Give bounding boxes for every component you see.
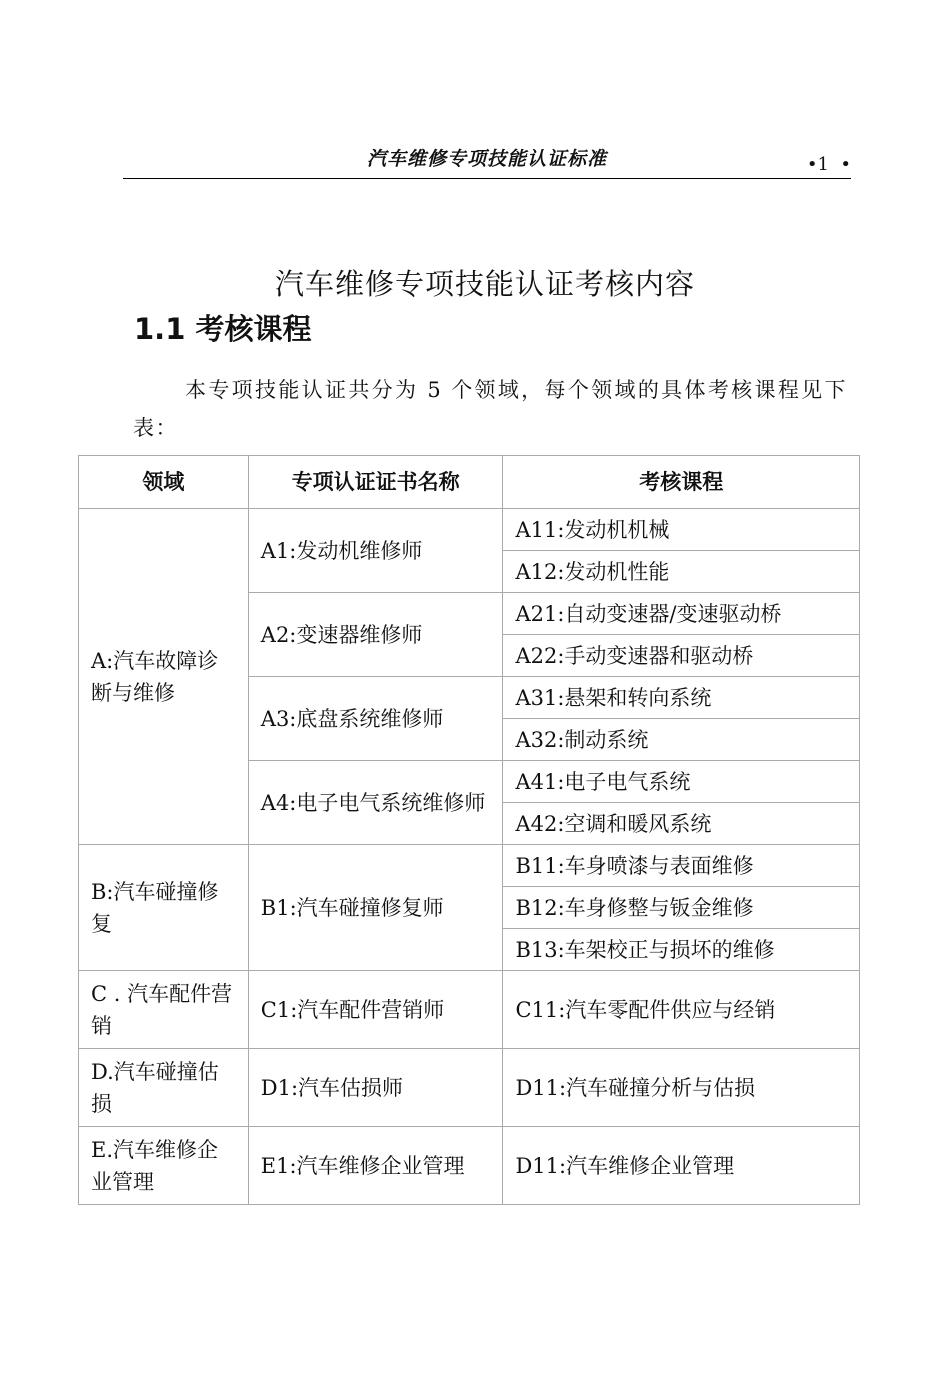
course-cell: A41:电子电气系统 — [503, 761, 860, 803]
header-certificate: 专项认证证书名称 — [248, 456, 503, 509]
course-cell: D11:汽车维修企业管理 — [503, 1127, 860, 1205]
header-course: 考核课程 — [503, 456, 860, 509]
domain-cell: B:汽车碰撞修复 — [79, 845, 249, 971]
course-cell: A42:空调和暖风系统 — [503, 803, 860, 845]
course-cell: B12:车身修整与钣金维修 — [503, 887, 860, 929]
course-cell: B11:车身喷漆与表面维修 — [503, 845, 860, 887]
course-cell: A22:手动变速器和驱动桥 — [503, 635, 860, 677]
certificate-cell: A4:电子电气系统维修师 — [248, 761, 503, 845]
course-cell: A31:悬架和转向系统 — [503, 677, 860, 719]
course-cell: D11:汽车碰撞分析与估损 — [503, 1049, 860, 1127]
table-row — [79, 509, 860, 551]
certificate-cell: A1:发动机维修师 — [248, 509, 503, 593]
domain-cell: C . 汽车配件营销 — [79, 971, 249, 1049]
course-cell: A21:自动变速器/变速驱动桥 — [503, 593, 860, 635]
table-row — [79, 971, 860, 1049]
course-cell: A11:发动机机械 — [503, 509, 860, 551]
table-row — [79, 1049, 860, 1127]
header-domain: 领域 — [79, 456, 249, 509]
domain-cell: E.汽车维修企业管理 — [79, 1127, 249, 1205]
document-title: 汽车维修专项技能认证考核内容 — [274, 267, 695, 301]
table-header-row — [79, 456, 860, 509]
course-cell: C11:汽车零配件供应与经销 — [503, 971, 860, 1049]
certificate-cell: B1:汽车碰撞修复师 — [248, 845, 503, 971]
certificate-cell: E1:汽车维修企业管理 — [248, 1127, 503, 1205]
running-header — [123, 140, 851, 179]
intro-paragraph: 本专项技能认证共分为 5 个领域，每个领域的具体考核课程见下表： — [133, 378, 847, 440]
table-row — [79, 1127, 860, 1205]
certificate-cell: A3:底盘系统维修师 — [248, 677, 503, 761]
course-cell: A12:发动机性能 — [503, 551, 860, 593]
course-table — [78, 455, 860, 1205]
certificate-cell: A2:变速器维修师 — [248, 593, 503, 677]
page-number: •1 • — [806, 154, 851, 175]
table-row — [79, 845, 860, 887]
course-cell: B13:车架校正与损坏的维修 — [503, 929, 860, 971]
domain-cell: D.汽车碰撞估损 — [79, 1049, 249, 1127]
course-cell: A32:制动系统 — [503, 719, 860, 761]
certificate-cell: C1:汽车配件营销师 — [248, 971, 503, 1049]
certificate-cell: D1:汽车估损师 — [248, 1049, 503, 1127]
section-heading: 1.1 考核课程 — [134, 312, 312, 346]
running-header-title: 汽车维修专项技能认证标准 — [366, 148, 607, 170]
domain-cell: A:汽车故障诊断与维修 — [79, 509, 249, 845]
